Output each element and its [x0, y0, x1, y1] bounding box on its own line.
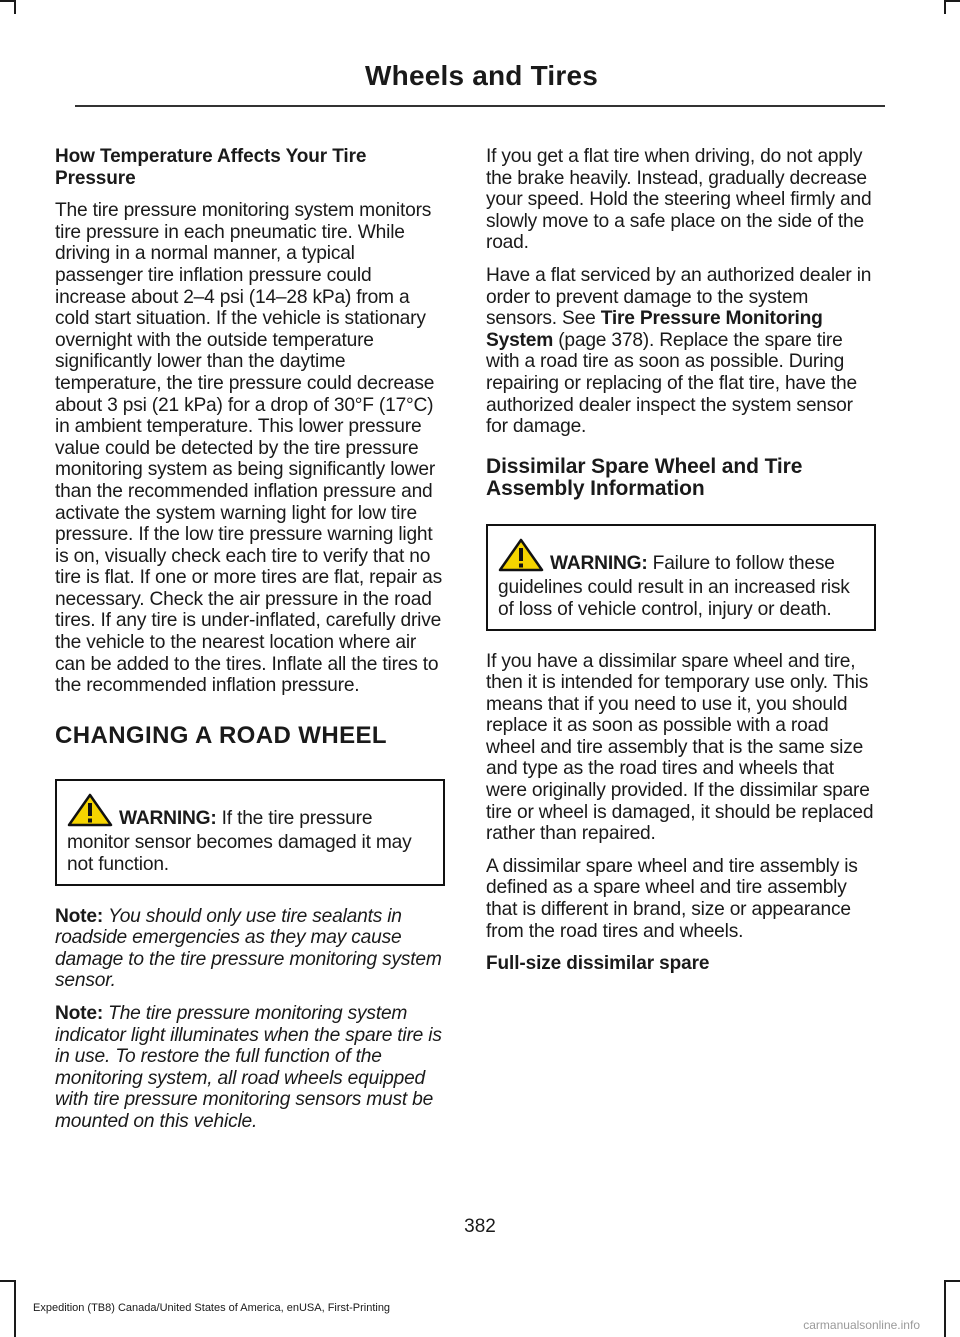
page-number: 382 [464, 1216, 496, 1237]
service-text-before: Have a flat serviced by an authorized dealer in order to prevent damage to the system sensors. See [486, 264, 872, 330]
note-text: You should only use tire sealants in roadside emergencies as they may cause damage to the tire pressure monitoring system sensor. [55, 905, 442, 992]
note-sealant [55, 906, 445, 992]
flat-tire-paragraph: If you get a flat tire when driving, do not apply the brake heavily. Instead, gradually decrease your speed. Hold the steering wheel firmly and slowly move to a safe place on the side of the road. [486, 146, 872, 254]
crop-mark [944, 0, 946, 14]
heading-dissimilar-spare: Dissimilar Spare Wheel and Tire Assembly Information [486, 454, 803, 500]
warning-triangle-icon [498, 538, 544, 578]
dissimilar-paragraph-2: A dissimilar spare wheel and tire assembly is defined as a spare wheel and tire assembly that is different in brand, size or appearance from the road tires and wheels. [486, 855, 858, 942]
heading-temperature: How Temperature Affects Your Tire Pressure [55, 146, 367, 189]
dissimilar-paragraph-1: If you have a dissimilar spare wheel and tire, then it is intended for temporary use only. This means that if you need to use it, you should replace it as soon as possible with a road wheel and tire assembly that is the same size and type as the road tires and wheels that were originally provided. If the dissimilar spare tire or wheel is damaged, it should be replaced rather than repaired. [486, 650, 874, 845]
tpms-link[interactable]: Tire Pressure Monitoring System [486, 308, 823, 351]
service-text-after: Replace the spare tire with a road tire as soon as possible. During repairing or replacing of the flat tire, have the authorized dealer inspect the system sensor for damage. [486, 329, 857, 438]
watermark: carmanualsonline.info [803, 1318, 920, 1332]
header-divider [75, 105, 885, 107]
heading-full-size-dissimilar: Full-size dissimilar spare [486, 953, 710, 975]
warning-label: WARNING: [119, 807, 217, 829]
note-label: Note: [55, 905, 104, 927]
left-column [55, 146, 445, 1144]
warning-text: Failure to follow these guidelines could result in an increased risk of loss of vehicle control, injury or death. [498, 552, 850, 620]
note-text: The tire pressure monitoring system indicator light illuminates when the spare tire is in use. To restore the full function of the monitoring system, all road wheels equipped with tire pressure monitoring sensors must be mounted on this vehicle. [55, 1003, 442, 1132]
warning-box [486, 524, 876, 631]
page-title: Wheels and Tires [365, 60, 598, 91]
warning-label: WARNING: [550, 552, 648, 574]
temperature-paragraph: The tire pressure monitoring system monitors tire pressure in each pneumatic tire. While driving in a normal manner, a typical passenger tire inflation pressure could increase about 2–4 psi (14–28 kPa) from a cold start situation. If the vehicle is stationary overnight with the outside temperature significantly lower than the daytime temperature, the tire pressure could decrease about 3 psi (21 kPa) for a drop of 30°F (17°C) in ambient temperature. This lower pressure value could be detected by the tire pressure monitoring system as being significantly lower than the recommended inflation pressure and activate the system warning light for low tire pressure. If the low tire pressure warning light is on, visually check each tire to verify that no tire is flat. If one or more tires are flat, repair as necessary. Check the air pressure in the road tires. If any tire is under-inflated, carefully drive the vehicle to the nearest location where air can be added to the tires. Inflate all the tires to the recommended inflation pressure. [55, 200, 442, 697]
crop-mark [944, 0, 960, 2]
warning-triangle-icon [67, 793, 113, 833]
crop-mark [14, 0, 16, 14]
service-paragraph [486, 265, 876, 438]
right-column [486, 146, 876, 986]
warning-box [55, 779, 445, 886]
note-label: Note: [55, 1003, 104, 1024]
crop-mark [14, 1280, 16, 1337]
heading-changing-road-wheel: CHANGING A ROAD WHEEL [55, 721, 387, 749]
crop-mark [944, 1280, 960, 1282]
note-indicator [55, 1003, 445, 1133]
edition-info: Expedition (TB8) Canada/United States of America, enUSA, First-Printing [33, 1302, 391, 1314]
page-reference: (page 378). [553, 329, 655, 351]
warning-text: If the tire pressure monitor sensor becomes damaged it may not function. [67, 807, 412, 876]
crop-mark [944, 1280, 946, 1337]
